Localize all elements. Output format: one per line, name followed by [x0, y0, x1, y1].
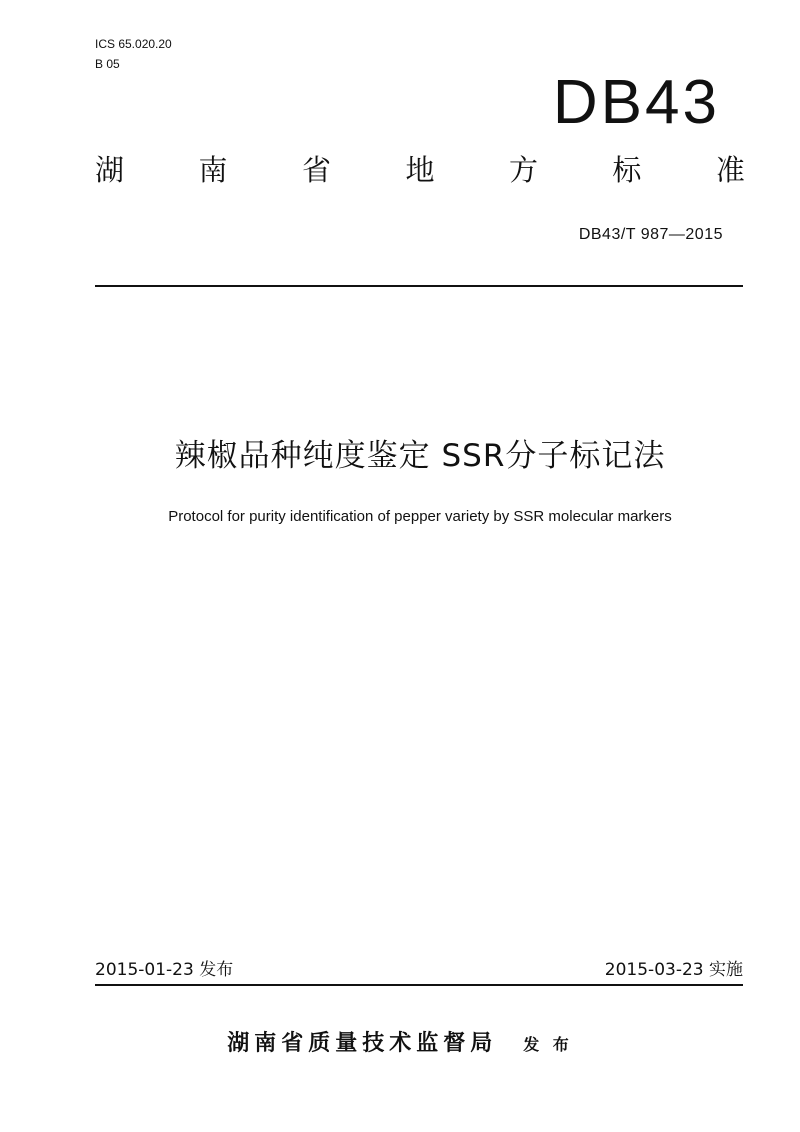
issuer-line — [0, 1028, 800, 1061]
bottom-divider — [95, 984, 743, 986]
standard-kind-char: 准 — [715, 153, 745, 187]
effective-date: 2015-03-23 实施 — [604, 960, 743, 980]
ics-code: ICS 65.020.20 — [95, 37, 172, 51]
standard-kind-char: 方 — [508, 153, 538, 187]
classification-code: B 05 — [95, 57, 120, 71]
standard-number: DB43/T 987—2015 — [578, 226, 723, 243]
standard-kind — [95, 150, 745, 190]
title-chinese: 辣椒品种纯度鉴定 SSR分子标记法 — [174, 438, 666, 474]
standard-kind-char: 地 — [405, 153, 435, 187]
standard-kind-char: 省 — [301, 153, 331, 187]
title-english: Protocol for purity identification of pepper variety by SSR molecular markers — [168, 508, 672, 525]
publish-date: 2015-01-23 发布 — [95, 960, 234, 980]
standard-kind-char: 标 — [612, 153, 642, 187]
issuer-suffix: 发 布 — [523, 1035, 573, 1054]
standard-code: DB43 — [552, 68, 720, 137]
top-divider — [95, 285, 743, 287]
issuer-name: 湖南省质量技术监督局 — [227, 1031, 498, 1056]
standard-kind-char: 南 — [198, 153, 228, 187]
standard-kind-char: 湖 — [95, 153, 125, 187]
